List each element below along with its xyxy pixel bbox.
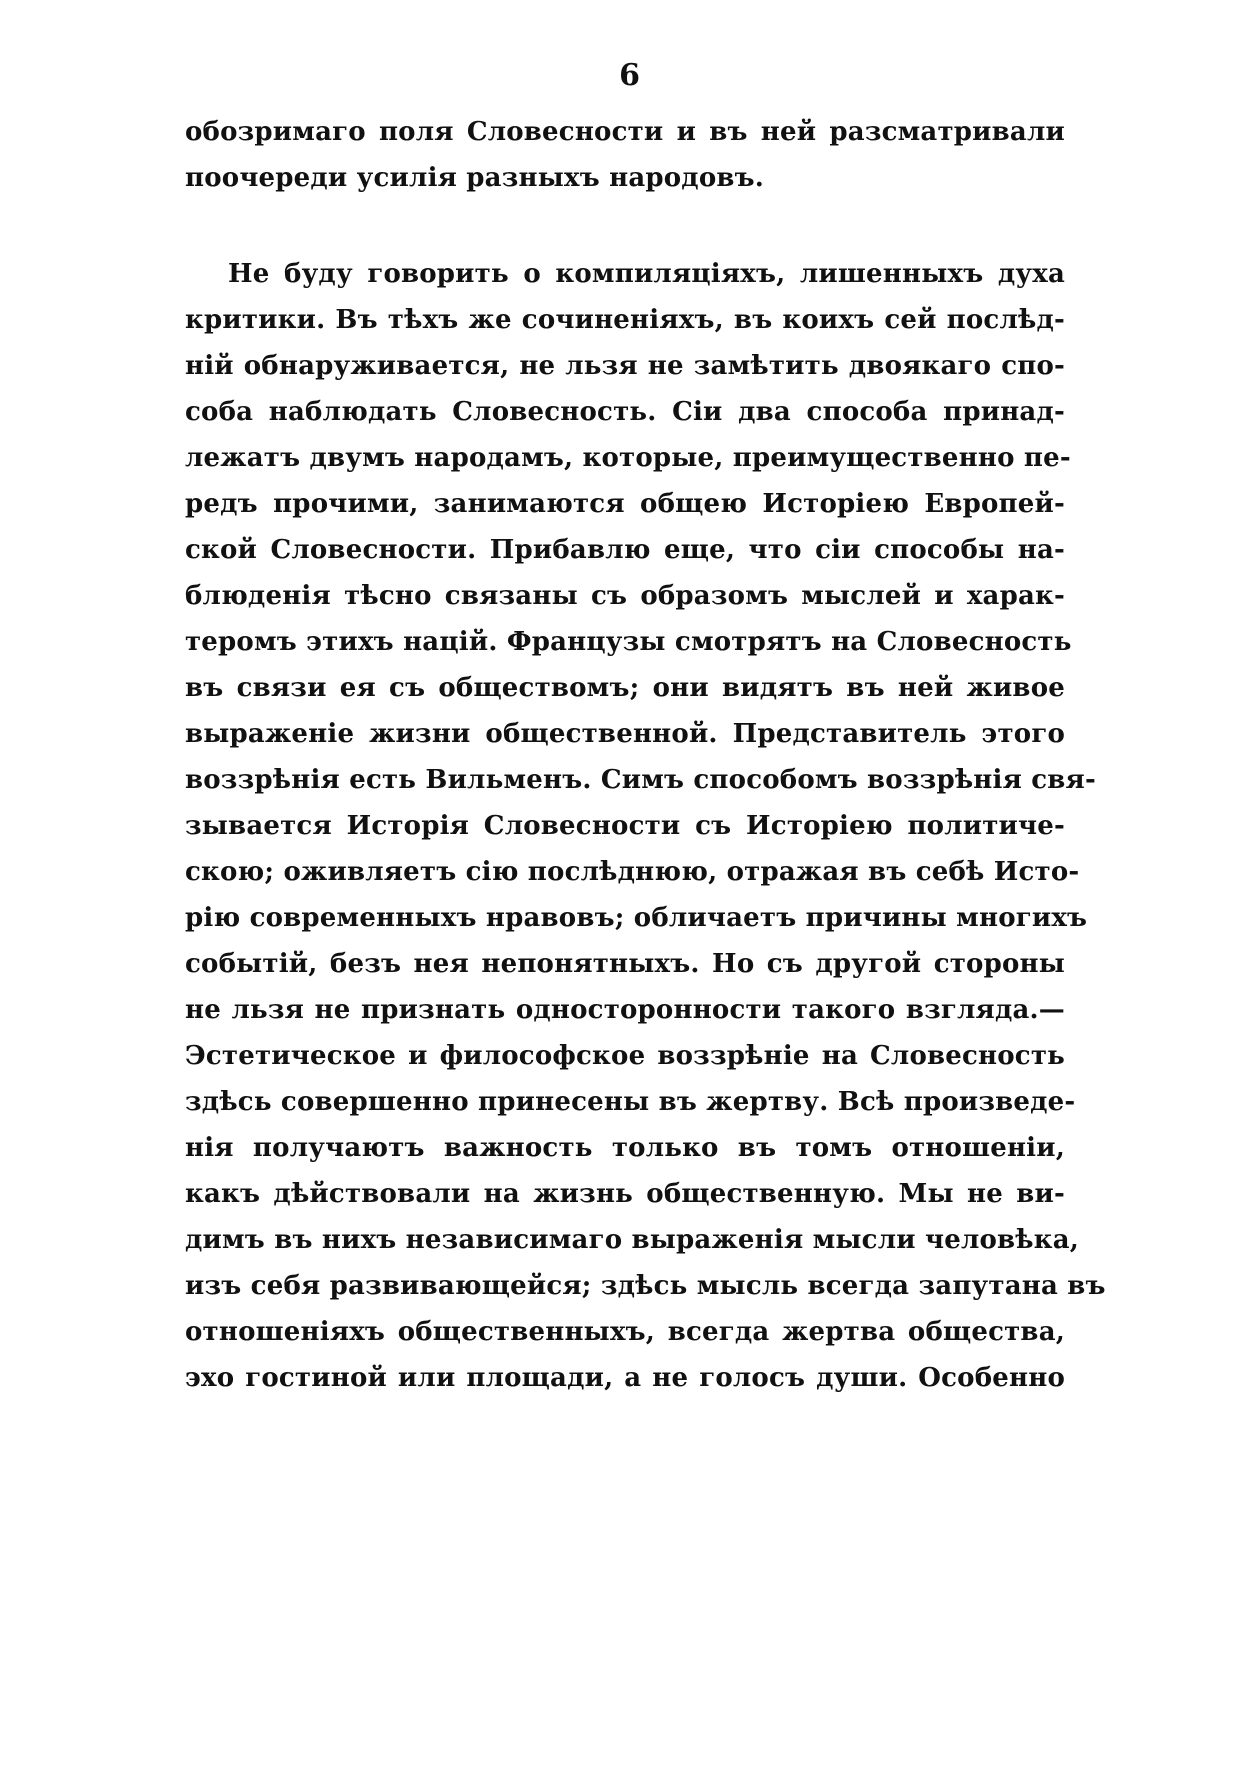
text-line: здѣсь совершенно принесены въ жертву. Всѣ произведе-	[185, 1087, 1076, 1117]
text-line: въ связи ея съ обществомъ; они видятъ въ ней живое	[185, 673, 1065, 703]
text-line: редъ прочими, занимаются общею Исторіею Европей-	[185, 489, 1065, 519]
text-line: Эстетическое и философское воззрѣніе на Словесность	[185, 1041, 1065, 1071]
text-line: поочереди усилія разныхъ народовъ.	[185, 163, 765, 193]
text-line: обозримаго поля Словесности и въ ней разсматривали	[185, 117, 1065, 147]
text-line: отношеніяхъ общественныхъ, всегда жертва общества,	[185, 1317, 1065, 1347]
text-line: теромъ этихъ націй. Французы смотрятъ на Словесность	[185, 627, 1072, 657]
text-line: выраженіе жизни общественной. Представитель этого	[185, 719, 1065, 749]
text-line: соба наблюдать Словесность. Сіи два способа принад-	[185, 397, 1065, 427]
text-line: ній обнаруживается, не льзя не замѣтить двоякаго спо-	[185, 351, 1065, 381]
page-number: 6	[619, 58, 640, 93]
text-line: лежатъ двумъ народамъ, которые, преимущественно пе-	[185, 443, 1071, 473]
text-line: скою; оживляетъ сію послѣднюю, отражая въ себѣ Исто-	[185, 857, 1080, 887]
text-line: Не буду говорить о компиляціяхъ, лишенныхъ духа	[228, 259, 1065, 289]
text-line: изъ себя развивающейся; здѣсь мысль всегда запутана въ	[185, 1271, 1106, 1301]
text-line: блюденія тѣсно связаны съ образомъ мыслей и харак-	[185, 581, 1065, 611]
text-line: событій, безъ нея непонятныхъ. Но съ другой стороны	[185, 949, 1065, 979]
text-line: не льзя не признать односторонности такого взгляда.—	[185, 995, 1065, 1025]
text-line: зывается Исторія Словесности съ Исторіею политиче-	[185, 811, 1065, 841]
text-line: эхо гостиной или площади, а не голосъ души. Особенно	[185, 1363, 1065, 1393]
text-line: ской Словесности. Прибавлю еще, что сіи способы на-	[185, 535, 1065, 565]
text-line: критики. Въ тѣхъ же сочиненіяхъ, въ коихъ сей послѣд-	[185, 305, 1065, 335]
text-line: какъ дѣйствовали на жизнь общественную. Мы не ви-	[185, 1179, 1065, 1209]
text-line: нія получаютъ важность только въ томъ отношеніи,	[185, 1133, 1065, 1163]
text-line: рію современныхъ нравовъ; обличаетъ причины многихъ	[185, 903, 1088, 933]
text-line: воззрѣнія есть Вильменъ. Симъ способомъ воззрѣнія свя-	[185, 765, 1096, 795]
text-line: димъ въ нихъ независимаго выраженія мысли человѣка,	[185, 1225, 1080, 1255]
